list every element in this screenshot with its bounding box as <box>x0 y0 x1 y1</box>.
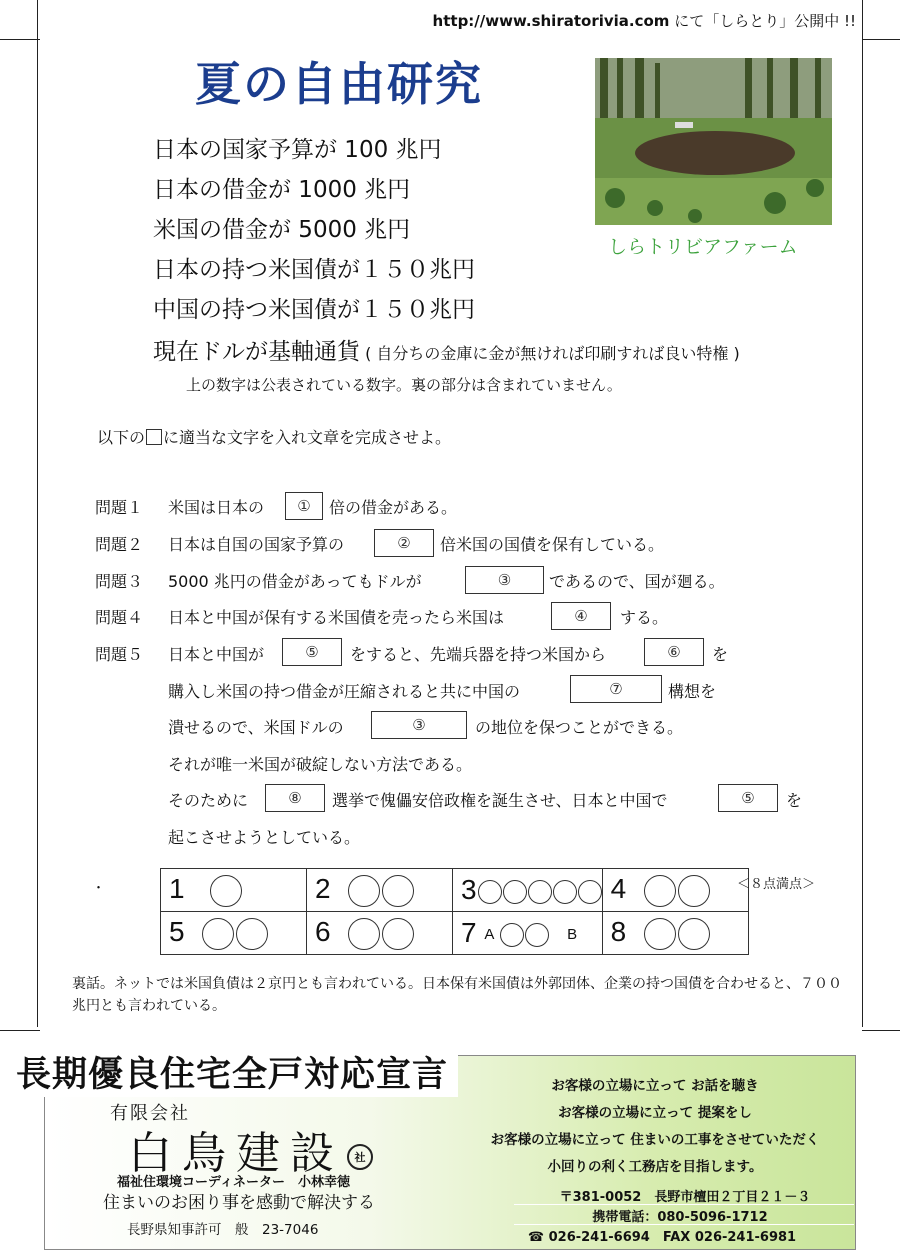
answer-cell-6[interactable] <box>307 912 453 955</box>
answer-circle[interactable] <box>348 875 380 907</box>
question-text: を <box>712 645 729 664</box>
answer-cell-4[interactable] <box>602 869 748 912</box>
question-text: 米国は日本の <box>168 498 265 517</box>
site-url-line <box>433 10 856 31</box>
answer-number: 5 <box>169 916 185 948</box>
answer-circle[interactable] <box>678 918 710 950</box>
answer-circle[interactable] <box>503 880 527 904</box>
company-seal-icon: 社 <box>347 1144 373 1170</box>
photo-caption: しらトリビアファーム <box>608 236 798 258</box>
answer-number: 4 <box>610 873 627 905</box>
blank-square-icon <box>146 429 162 445</box>
answer-circle[interactable] <box>528 880 552 904</box>
back-story: 裏話。ネットでは米国負債は２京円とも言われている。日本保有米国債は外郭団体、企業の持つ国債を合わせると、７００兆円とも言われている。 <box>72 976 842 1014</box>
answer-cell-5[interactable] <box>161 912 307 955</box>
answer-circle[interactable] <box>236 918 268 950</box>
answer-cell-1[interactable] <box>161 869 307 912</box>
slogan-line: お客様の立場に立って 提案をし <box>558 1105 752 1121</box>
answer-circle[interactable] <box>578 880 602 904</box>
company-phone[interactable]: ☎ 026-241-6694 FAX 026-241-6981 <box>527 1230 797 1245</box>
question-text: 倍の借金がある。 <box>329 498 458 517</box>
fact-line: 日本の国家予算が 100 兆円 <box>153 137 442 163</box>
page-title: 夏の自由研究 <box>195 57 483 111</box>
question-text: 日本と中国が <box>168 645 265 664</box>
question-text: 5000 兆円の借金があってもドルが <box>168 572 422 591</box>
answer-blank[interactable]: ④ <box>551 602 611 630</box>
frame-mark-top-right <box>862 39 900 40</box>
question-text: 日本は自国の国家予算の <box>168 535 345 554</box>
question-label: 問題２ <box>95 535 144 554</box>
frame-mark-bottom-right <box>862 1030 900 1031</box>
slogan-line: お客様の立場に立って お話を聴き <box>551 1078 759 1094</box>
answer-cell-8[interactable] <box>602 912 748 955</box>
fact-line: 中国の持つ米国債が１５０兆円 <box>153 297 475 323</box>
frame-mark-left <box>37 0 38 42</box>
answer-number: 7 <box>461 917 477 948</box>
answer-number: 2 <box>315 873 331 905</box>
answer-number: 8 <box>610 916 627 948</box>
fact-currency-note: ( 自分ちの金庫に金が無ければ印刷すれば良い特権 ) <box>360 344 740 363</box>
answer-blank[interactable]: ① <box>285 492 323 520</box>
answer-circle[interactable] <box>202 918 234 950</box>
bullet-dot: ・ <box>92 881 106 896</box>
answer-blank[interactable]: ② <box>374 529 434 557</box>
question-text: する。 <box>620 608 669 627</box>
fact-currency-main: 現在ドルが基軸通貨 <box>153 339 360 365</box>
fact-line: 日本の持つ米国債が１５０兆円 <box>153 257 475 283</box>
farm-photo-image <box>595 58 832 225</box>
question-text: 選挙で傀儡安倍政権を誕生させ、日本と中国で <box>332 791 668 810</box>
answer-circle[interactable] <box>348 918 380 950</box>
answer-circle[interactable] <box>644 875 676 907</box>
question-text: 日本と中国が保有する米国債を売ったら米国は <box>168 608 505 627</box>
answer-blank[interactable]: ③ <box>371 711 467 739</box>
slogan-line: 小回りの利く工務店を目指します。 <box>547 1159 763 1175</box>
question-text: の地位を保つことができる。 <box>475 718 684 737</box>
question-text: を <box>786 791 803 810</box>
answer-cell-3[interactable] <box>453 869 603 912</box>
question-text: 構想を <box>668 682 717 701</box>
answer-circle[interactable] <box>382 918 414 950</box>
frame-mark-right <box>862 0 863 42</box>
company-role: 福祉住環境コーディネーター 小林幸徳 <box>117 1175 350 1190</box>
answer-circle[interactable] <box>500 923 524 947</box>
fact-line: 日本の借金が 1000 兆円 <box>153 177 411 203</box>
question-text: 倍米国の国債を保有している。 <box>440 535 665 554</box>
company-name: 白鳥建設 <box>128 1128 344 1179</box>
fact-line-currency <box>153 333 740 366</box>
answer-cell-2[interactable] <box>307 869 453 912</box>
company-address: 〒381-0052 長野市檀田２丁目２１－３ <box>559 1190 811 1205</box>
instruction <box>97 425 451 448</box>
company-mobile[interactable]: 携帯電話：080-5096-1712 <box>592 1210 768 1225</box>
fact-line: 米国の借金が 5000 兆円 <box>153 217 411 243</box>
company-motto: 住まいのお困り事を感動で解決する <box>103 1193 375 1213</box>
question-text: 潰せるので、米国ドルの <box>168 718 344 737</box>
question-text: 購入し米国の持つ借金が圧縮されると共に中国の <box>168 682 521 701</box>
answer-number: 3 <box>461 874 477 905</box>
answer-blank[interactable]: ⑤ <box>718 784 778 812</box>
answer-circle[interactable] <box>678 875 710 907</box>
frame-mark-top-left <box>0 39 40 40</box>
answer-grid <box>160 868 749 955</box>
answer-number: 6 <box>315 916 331 948</box>
question-label: 問題４ <box>95 608 144 627</box>
company-type: 有限会社 <box>110 1103 190 1124</box>
answer-blank[interactable]: ⑦ <box>570 675 662 703</box>
answer-circle[interactable] <box>644 918 676 950</box>
answer-circle[interactable] <box>553 880 577 904</box>
answer-number: 1 <box>169 873 185 905</box>
question-text: 起こさせようとしている。 <box>168 828 361 847</box>
answer-blank[interactable]: ⑧ <box>265 784 325 812</box>
frame-line-right <box>862 42 863 1027</box>
score-note: ＜８点満点＞ <box>737 877 816 892</box>
instruction-before: 以下の <box>97 428 146 447</box>
question-label: 問題５ <box>95 645 144 664</box>
frame-mark-bottom-left <box>0 1030 40 1031</box>
question-text: そのために <box>168 791 249 810</box>
question-text: それが唯一米国が破綻しない方法である。 <box>168 755 473 774</box>
answer-circle[interactable] <box>525 923 549 947</box>
answer-circle[interactable] <box>478 880 502 904</box>
banner-headline: 長期優良住宅全戸対応宣言 <box>14 1047 458 1097</box>
question-text: をすると、先端兵器を持つ米国から <box>350 645 607 664</box>
answer-blank[interactable]: ⑤ <box>282 638 342 666</box>
company-license: 長野県知事許可 般 23-7046 <box>127 1222 319 1238</box>
answer-7-b-label: B <box>567 926 578 944</box>
answer-circle[interactable] <box>210 875 242 907</box>
instruction-after: に適当な文字を入れ文章を完成させよ。 <box>163 428 452 447</box>
facts-note: 上の数字は公表されている数字。裏の部分は含まれていません。 <box>186 376 622 394</box>
slogan-line: お客様の立場に立って 住まいの工事をさせていただく <box>490 1132 820 1148</box>
site-url-suffix: にて「しらとり」公開中 !! <box>669 12 856 30</box>
question-text: であるので、国が廻る。 <box>549 572 725 591</box>
frame-line-left <box>37 42 38 1027</box>
answer-blank[interactable]: ⑥ <box>644 638 704 666</box>
answer-circle[interactable] <box>382 875 414 907</box>
answer-7-a-label: A <box>484 926 495 944</box>
question-label: 問題１ <box>95 498 144 517</box>
farm-photo <box>595 58 832 225</box>
answer-cell-7[interactable] <box>453 912 603 955</box>
site-url-link[interactable]: http://www.shiratorivia.com <box>432 12 670 30</box>
answer-blank[interactable]: ③ <box>465 566 544 594</box>
question-label: 問題３ <box>95 572 144 591</box>
